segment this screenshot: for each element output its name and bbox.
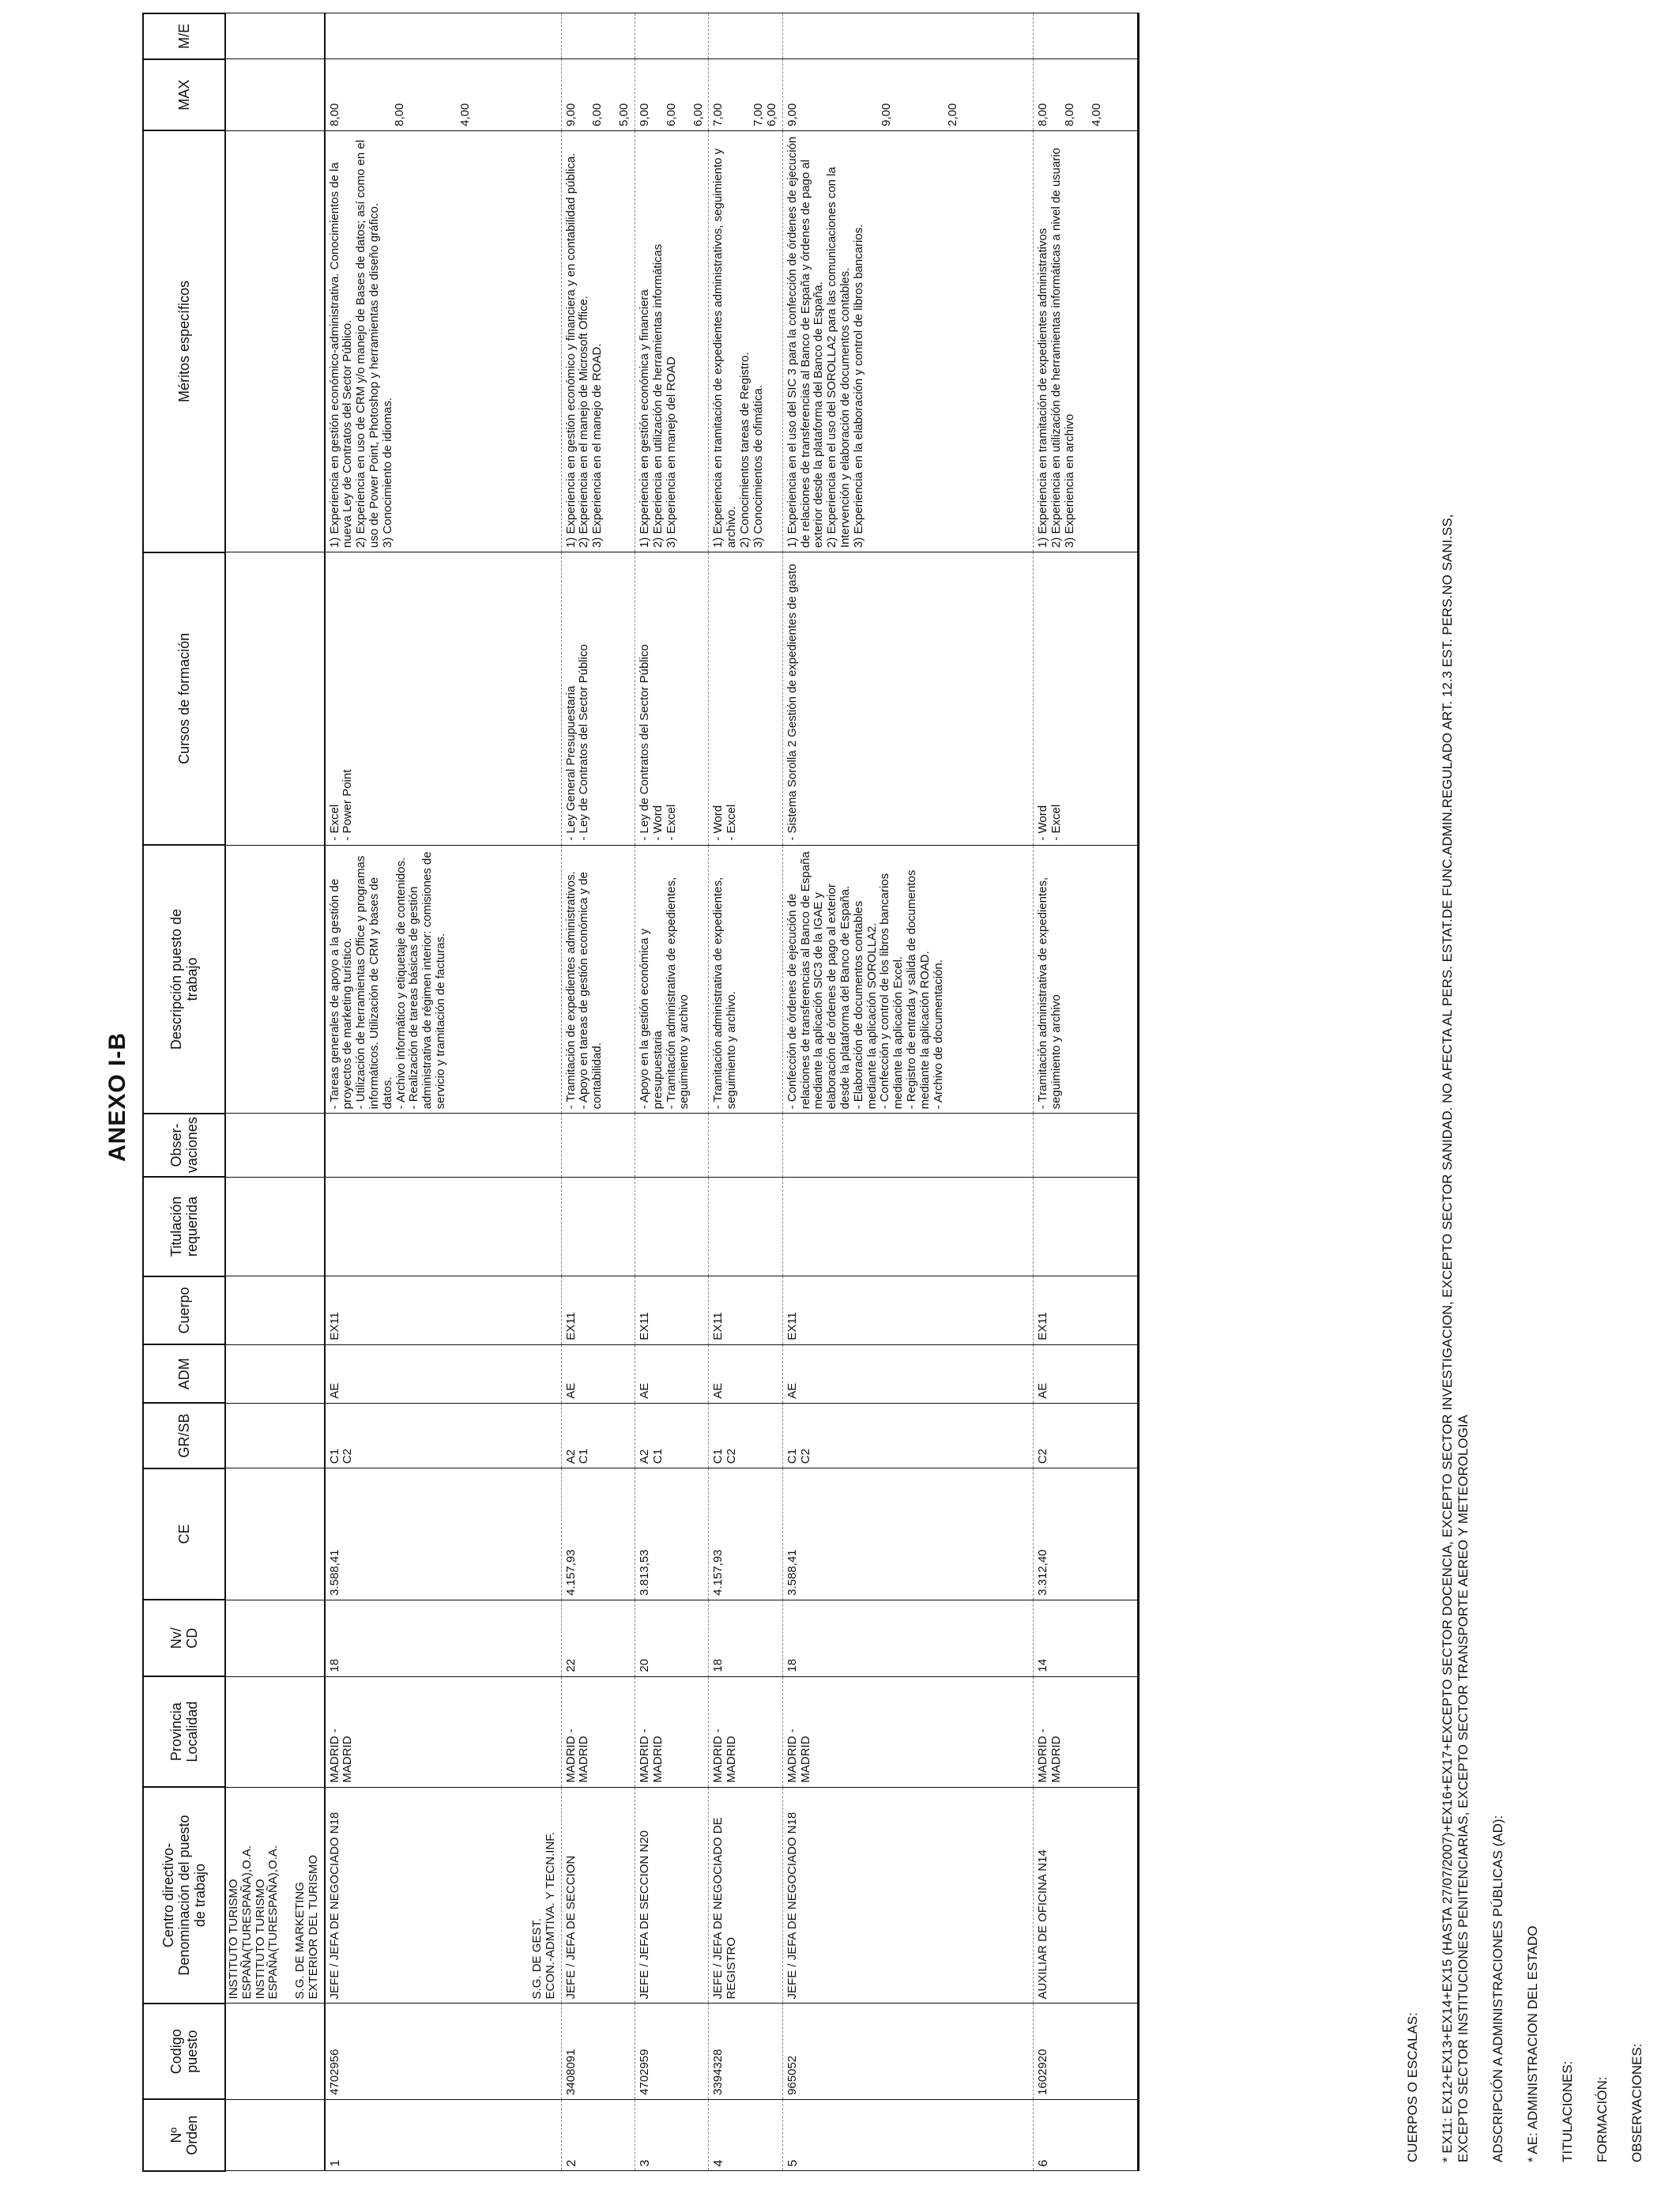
row-orden: 3 [635, 2099, 708, 2171]
row-meritos: 1) Experiencia en tramitación de expedientes administrativos 2) Experiencia en utilización de herramientas informáticas a nivel de usuario 3) Experiencia en archivo [1034, 130, 1107, 552]
row-observaciones [1034, 1114, 1107, 1177]
row-provincia: MADRID - MADRID [709, 1676, 782, 1787]
header-orden: Nº Orden [143, 2099, 225, 2171]
footer-adscripcion-title: ADSCRIPCIÓN A ADMINISTRACIONES PÚBLICAS (AD): [1490, 1815, 1505, 2162]
row-observaciones [635, 1114, 708, 1177]
footer-cuerpos-line1: * EX11: EX12+EX13+EX14+EX15 (HASTA 27/07/2007)+EX16+EX17+EXCEPTO SECTOR DOCENCIA, EXCEPTO SECTOR INVESTIGACION, EXCEPTO SECTOR SANIDAD. NO AFECTA AL PERS. ESTAT.DE FUNC.ADMIN.REGULADO ART. 12.3 EST. PERS.NO SANI.SS, [1440, 514, 1455, 2162]
header-centro: Centro directivo- Denominación del puesto de trabajo [143, 1787, 225, 2004]
org-header-row [476, 13, 561, 2171]
row-cursos: - Ley de Contratos del Sector Público - Word - Excel [635, 552, 708, 846]
header-cursos: Cursos de formación [143, 552, 225, 846]
row-descripcion: - Tramitación administrativa de expedientes, seguimiento y archivo [1034, 845, 1107, 1114]
row-nivel: 18 [325, 1600, 476, 1676]
row-titulacion [325, 1177, 476, 1276]
row-cursos: - Sistema Sorolla 2 Gestión de expedientes de gasto [782, 552, 963, 846]
row-grsb: C1 C2 [325, 1403, 476, 1468]
max-value: 9,00 [879, 103, 893, 126]
max-value: 4,00 [1089, 103, 1103, 126]
header-codigo: Codigo puesto [143, 2004, 225, 2099]
row-grsb: C1 C2 [709, 1403, 782, 1468]
footer-cuerpos-title: CUERPOS O ESCALAS: [1405, 2012, 1420, 2162]
row-orden: 5 [782, 2099, 963, 2171]
max-value: 6,00 [590, 103, 605, 126]
row-orden: 6 [1034, 2099, 1107, 2171]
row-meritos: 1) Experiencia en gestión económico y financiera y en contabilidad pública. 2) Experiencia en el manejo de Microsoft Office. 3) Experiencia en el manejo de ROAD. [561, 130, 635, 552]
spacer-row [963, 13, 1034, 2171]
row-ce: 4.157,93 [561, 1468, 635, 1600]
row-centro: JEFE / JEFA DE SECCION N20 [635, 1787, 708, 2004]
row-cuerpo: EX11 [1034, 1276, 1107, 1344]
row-provincia: MADRID - MADRID [1034, 1676, 1107, 1787]
header-row [143, 13, 225, 2171]
row-descripcion: - Apoyo en la gestión económica y presupuestaria - Tramitación administrativa de expedientes, seguimiento y archivo [635, 845, 708, 1114]
positions-table-wrap [142, 13, 1139, 2172]
row-provincia: MADRID - MADRID [325, 1676, 476, 1787]
header-titulacion: Titulación requerida [143, 1177, 225, 1276]
row-ce: 3.588,41 [325, 1468, 476, 1600]
row-cuerpo: EX11 [561, 1276, 635, 1344]
row-codigo: 3408091 [561, 2004, 635, 2099]
row-ce: 3.312,40 [1034, 1468, 1107, 1600]
row-observaciones [561, 1114, 635, 1177]
header-adm: ADM [143, 1344, 225, 1403]
max-value: 2,00 [946, 103, 960, 126]
row-cursos: - Word - Excel [709, 552, 782, 846]
row-provincia: MADRID - MADRID [782, 1676, 963, 1787]
annex-title: ANEXO I-B [104, 1032, 130, 1163]
header-descripcion: Descripción puesto de trabajo [143, 845, 225, 1114]
max-value: 9,00 [785, 103, 799, 126]
max-value: 8,00 [327, 103, 341, 126]
max-value: 7,00 [751, 103, 766, 126]
row-max [709, 59, 782, 131]
max-value: 6,00 [764, 103, 778, 126]
row-nivel: 18 [782, 1600, 963, 1676]
row-titulacion [561, 1177, 635, 1276]
max-value: 8,00 [393, 103, 407, 126]
row-centro: JEFE / JEFA DE NEGOCIADO N18 [325, 1787, 476, 2004]
row-descripcion: - Confección de órdenes de ejecución de relaciones de transferencias al Banco de España mediante la aplicación SIC3 de la IGAE y elaboración de órdenes de pago al exterior desde la plataforma del Banco de España. - Elaboración de documentos contables mediante la aplicación SOROLLA2. - Confección y control de los libros bancarios mediante la aplicación Excel. - Registro de entrada y salida de documentos mediante la aplicación ROAD. - Archivo de documentación. [782, 845, 963, 1114]
table-row [1034, 13, 1107, 2171]
row-adm: AE [1034, 1344, 1107, 1403]
row-meritos: 1) Experiencia en gestión económico-administrativa. Conocimientos de la nueva Ley de Contratos del Sector Público. 2) Experiencia en uso de CRM y/o manejo de Bases de datos; así como en el uso de Power Point, Photoshop y herramientas de diseño gráfico. 3) Conocimiento de idiomas. [325, 130, 476, 552]
row-observaciones [709, 1114, 782, 1177]
row-cuerpo: EX11 [325, 1276, 476, 1344]
row-meritos: 1) Experiencia en tramitación de expedientes administrativos, seguimiento y archivo. 2) Conocimientos tareas de Registro. 3) Conocimientos de ofimática. [709, 130, 782, 552]
max-value: 6,00 [664, 103, 678, 126]
row-meritos: 1) Experiencia en el uso del SIC 3 para la confección de órdenes de ejecución de relaciones de transferencias al Banco de España y órdenes de pago al exterior desde la plataforma del Banco de España. 2) Experiencia en el uso del SOROLLA2 para las comunicaciones con la Intervención y elaboración de documentos contables. 3) Experiencia en la elaboración y control de libros bancarios. [782, 130, 963, 552]
row-cuerpo: EX11 [709, 1276, 782, 1344]
table-row [635, 13, 708, 2171]
header-cuerpo: Cuerpo [143, 1276, 225, 1344]
row-max [561, 59, 635, 131]
row-orden: 1 [325, 2099, 476, 2171]
row-descripcion: - Tramitación de expedientes administrativos. - Apoyo en tareas de gestión económica y de contabilidad. [561, 845, 635, 1114]
row-provincia: MADRID - MADRID [635, 1676, 708, 1787]
spacer-row [1107, 13, 1139, 2171]
row-grsb: A2 C1 [561, 1403, 635, 1468]
org-header-row [225, 13, 325, 2171]
row-me [635, 13, 708, 59]
row-provincia: MADRID - MADRID [561, 1676, 635, 1787]
max-value: 9,00 [637, 103, 651, 126]
row-adm: AE [782, 1344, 963, 1403]
row-cursos: - Ley General Presupuestaria - Ley de Contratos del Sector Público [561, 552, 635, 846]
row-centro: AUXILIAR DE OFICINA N14 [1034, 1787, 1107, 2004]
footer-titulaciones: TITULACIONES: [1560, 2060, 1575, 2162]
row-descripcion: - Tramitación administrativa de expedientes, seguimiento y archivo. [709, 845, 782, 1114]
row-descripcion: - Tareas generales de apoyo a la gestión de proyectos de marketing turístico. - Utilización de herramientas Office y programas informáticos. Utilización de CRM y bases de datos. - Archivo informático y etiquetaje de contenidos. - Realización de tareas básicas de gestión administrativa de régimen interior: comisiones de servicio y tramitación de facturas. [325, 845, 476, 1114]
row-observaciones [782, 1114, 963, 1177]
row-max [782, 59, 963, 131]
row-adm: AE [561, 1344, 635, 1403]
row-nivel: 18 [709, 1600, 782, 1676]
row-adm: AE [325, 1344, 476, 1403]
header-provincia: Provincia Localidad [143, 1676, 225, 1787]
row-me [561, 13, 635, 59]
row-cursos: - Word - Excel [1034, 552, 1107, 846]
row-cuerpo: EX11 [782, 1276, 963, 1344]
max-value: 8,00 [1062, 103, 1076, 126]
footer-observaciones: OBSERVACIONES: [1629, 2043, 1644, 2162]
row-codigo: 965052 [782, 2004, 963, 2099]
row-grsb: A2 C1 [635, 1403, 708, 1468]
row-grsb: C1 C2 [782, 1403, 963, 1468]
row-titulacion [709, 1177, 782, 1276]
max-value: 7,00 [711, 103, 725, 126]
table-row [325, 13, 476, 2171]
max-value: 4,00 [458, 103, 473, 126]
row-me [325, 13, 476, 59]
row-centro: JEFE / JEFA DE NEGOCIADO DE REGISTRO [709, 1787, 782, 2004]
row-orden: 4 [709, 2099, 782, 2171]
row-adm: AE [709, 1344, 782, 1403]
row-ce: 4.157,93 [709, 1468, 782, 1600]
row-me [782, 13, 963, 59]
row-nivel: 14 [1034, 1600, 1107, 1676]
row-nivel: 22 [561, 1600, 635, 1676]
row-meritos: 1) Experiencia en gestión económica y financiera 2) Experiencia en utilización de herramientas informáticas 3) Experiencia en manejo del ROAD [635, 130, 708, 552]
footer-ae-line: * AE: ADMINISTRACION DEL ESTADO [1525, 1925, 1540, 2162]
row-nivel: 20 [635, 1600, 708, 1676]
max-value: 6,00 [691, 103, 705, 126]
header-me: M/E [143, 13, 225, 59]
header-max: MAX [143, 59, 225, 131]
row-cuerpo: EX11 [635, 1276, 708, 1344]
row-observaciones [325, 1114, 476, 1177]
row-codigo: 4702956 [325, 2004, 476, 2099]
row-titulacion [782, 1177, 963, 1276]
header-grsb: GR/SB [143, 1403, 225, 1468]
row-max [325, 59, 476, 131]
header-ce: CE [143, 1468, 225, 1600]
row-max [1034, 59, 1107, 131]
row-ce: 3.588,41 [782, 1468, 963, 1600]
row-orden: 2 [561, 2099, 635, 2171]
footer-formacion: FORMACIÓN: [1595, 2076, 1610, 2162]
header-nivel: Nv/ CD [143, 1600, 225, 1676]
row-me [709, 13, 782, 59]
max-value: 5,00 [617, 103, 631, 126]
table-row [561, 13, 635, 2171]
header-observaciones: Obser- vaciones [143, 1114, 225, 1177]
row-titulacion [635, 1177, 708, 1276]
row-centro: JEFE / JEFA DE NEGOCIADO N18 [782, 1787, 963, 2004]
row-ce: 3.813,53 [635, 1468, 708, 1600]
header-meritos: Méritos específicos [143, 130, 225, 552]
max-value: 8,00 [1036, 103, 1050, 126]
table-row [782, 13, 963, 2171]
row-adm: AE [635, 1344, 708, 1403]
org-header-2: S.G. DE GEST. ECON.-ADMTIVA. Y TECN.INF. [476, 1787, 561, 2004]
positions-table [142, 13, 1139, 2172]
org-header-1: INSTITUTO TURISMO ESPAÑA(TURESPAÑA),O.A. INSTITUTO TURISMO ESPAÑA(TURESPAÑA),O.A. S.G. DE MARKETING EXTERIOR DEL TURISMO [225, 1787, 325, 2004]
row-cursos: - Excel - Power Point [325, 552, 476, 846]
row-codigo: 3394328 [709, 2004, 782, 2099]
footer-cuerpos-line2: EXCEPTO SECTOR INSTITUCIONES PENITENCIARIAS, EXCEPTO SECTOR TRANSPORTE AEREO Y METEOROLOGIA [1456, 1415, 1471, 2162]
table-row [709, 13, 782, 2171]
row-titulacion [1034, 1177, 1107, 1276]
row-codigo: 1602920 [1034, 2004, 1107, 2099]
row-grsb: C2 [1034, 1403, 1107, 1468]
row-max [635, 59, 708, 131]
row-codigo: 4702959 [635, 2004, 708, 2099]
max-value: 9,00 [563, 103, 578, 126]
row-me [1034, 13, 1107, 59]
row-centro: JEFE / JEFA DE SECCION [561, 1787, 635, 2004]
